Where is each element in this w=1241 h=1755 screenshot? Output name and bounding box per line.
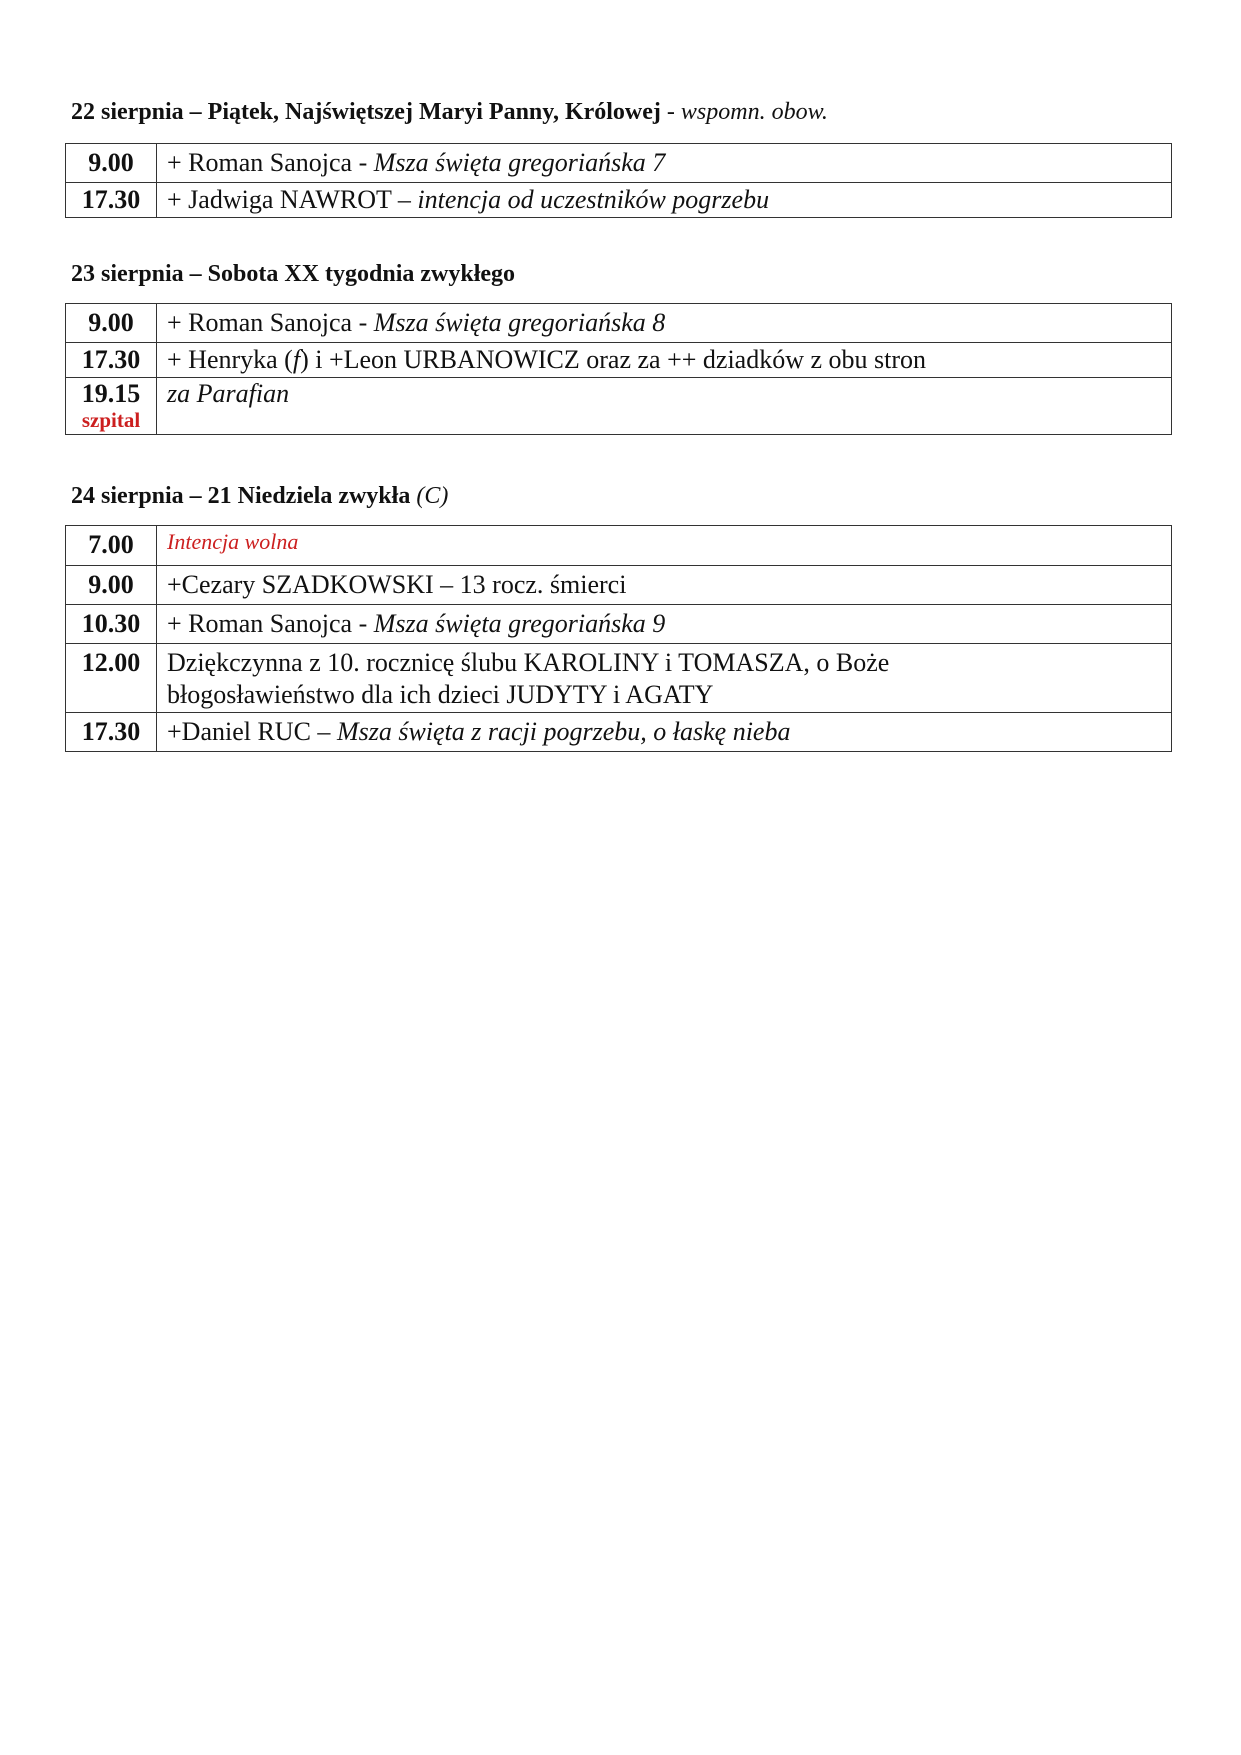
mass-intention: + Jadwiga NAWROT – intencja od uczestników pogrzebu — [157, 183, 1172, 218]
mass-intention: +Cezary SZADKOWSKI – 13 rocz. śmierci — [157, 566, 1172, 605]
mass-time: 9.00 — [66, 566, 157, 605]
day-section-3 — [65, 481, 1172, 752]
table-row — [66, 144, 1172, 183]
mass-time: 7.00 — [66, 526, 157, 566]
intention-line: Dziękczynna z 10. rocznicę ślubu KAROLINY i TOMASZA, o Boże — [167, 648, 890, 677]
mass-intention: + Roman Sanojca - Msza święta gregoriańska 9 — [157, 605, 1172, 644]
day-title: 22 sierpnia – Piątek, Najświętszej Maryi Panny, Królowej - wspomn. obow. — [71, 99, 828, 125]
table-row — [66, 644, 1172, 713]
table-row — [66, 304, 1172, 343]
table-row — [66, 378, 1172, 435]
table-row — [66, 566, 1172, 605]
mass-time-value: 19.15 — [81, 379, 141, 408]
table-row — [66, 713, 1172, 752]
mass-intention: +Daniel RUC – Msza święta z racji pogrzebu, o łaskę nieba — [157, 713, 1172, 752]
day-title: 24 sierpnia – 21 Niedziela zwykła (C) — [71, 483, 449, 509]
mass-intention: Intencja wolna — [157, 526, 1172, 566]
mass-schedule-table — [65, 143, 1172, 218]
table-row — [66, 605, 1172, 644]
mass-time: 9.00 — [66, 144, 157, 183]
mass-time: 9.00 — [66, 304, 157, 343]
day-section-2 — [65, 259, 1172, 435]
table-row — [66, 343, 1172, 378]
mass-intention: + Henryka (f) i +Leon URBANOWICZ oraz za ++ dziadków z obu stron — [157, 343, 1172, 378]
mass-schedule-table — [65, 303, 1172, 435]
mass-time: 10.30 — [66, 605, 157, 644]
day-title: 23 sierpnia – Sobota XX tygodnia zwykłego — [71, 261, 516, 287]
mass-intention: + Roman Sanojca - Msza święta gregoriańska 7 — [157, 144, 1172, 183]
day-section-1 — [65, 97, 1172, 218]
mass-time: 17.30 — [66, 183, 157, 218]
mass-time — [66, 378, 157, 435]
location-label: szpital — [81, 408, 141, 432]
mass-intention: + Roman Sanojca - Msza święta gregoriańska 8 — [157, 304, 1172, 343]
mass-intention: za Parafian — [157, 378, 1172, 435]
mass-time: 17.30 — [66, 713, 157, 752]
table-row — [66, 526, 1172, 566]
table-row — [66, 183, 1172, 218]
mass-time: 12.00 — [66, 644, 157, 713]
mass-time: 17.30 — [66, 343, 157, 378]
mass-intention — [157, 644, 1172, 713]
intention-line: błogosławieństwo dla ich dzieci JUDYTY i AGATY — [167, 680, 714, 709]
mass-schedule-table — [65, 525, 1172, 752]
